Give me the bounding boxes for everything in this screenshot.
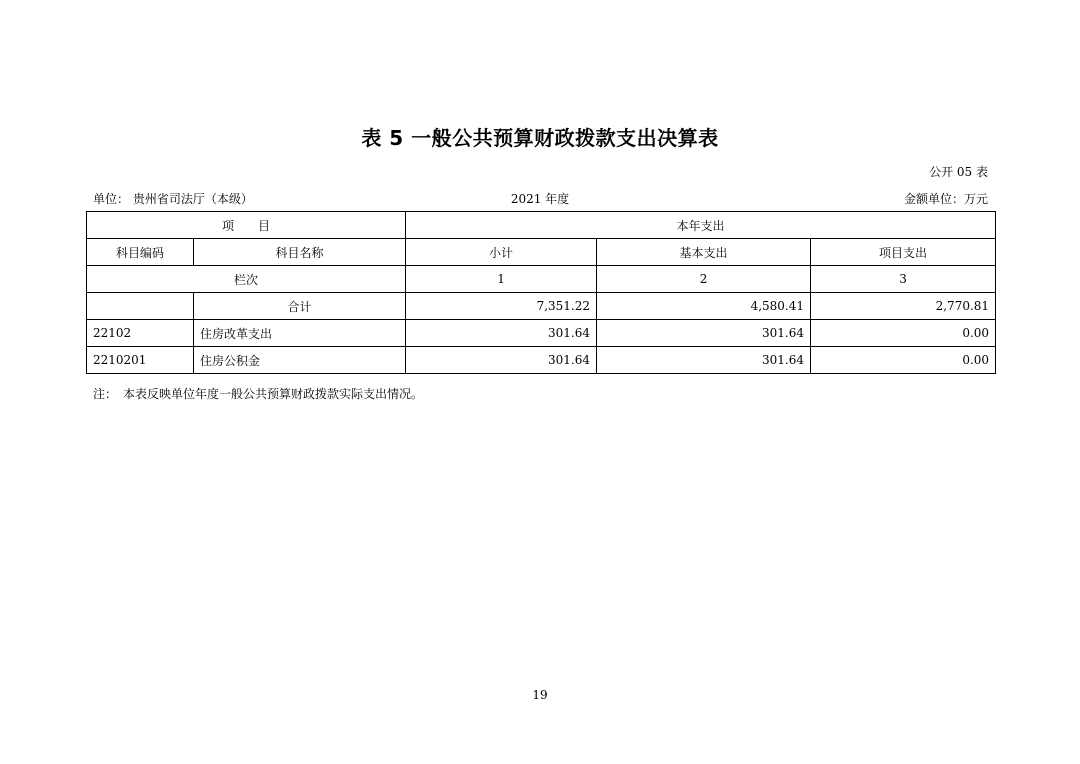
row-basic: 301.64 xyxy=(597,320,811,347)
header-row-2 xyxy=(87,239,996,266)
row-code: 22102 xyxy=(87,320,194,347)
table-row xyxy=(87,320,996,347)
expense-table xyxy=(86,211,996,374)
page-number: 19 xyxy=(532,688,548,702)
total-code-empty xyxy=(87,293,194,320)
header-column-index: 栏次 xyxy=(87,266,406,293)
total-row xyxy=(87,293,996,320)
header-project: 项 目 xyxy=(87,212,406,239)
row-basic: 301.64 xyxy=(597,347,811,374)
row-name: 住房公积金 xyxy=(194,347,406,374)
total-basic: 4,580.41 xyxy=(597,293,811,320)
row-name: 住房改革支出 xyxy=(194,320,406,347)
total-label: 合计 xyxy=(194,293,406,320)
table-note: 注： 本表反映单位年度一般公共预算财政拨款实际支出情况。 xyxy=(93,387,424,401)
header-subtotal: 小计 xyxy=(406,239,597,266)
header-col2: 2 xyxy=(597,266,811,293)
total-subtotal: 7,351.22 xyxy=(406,293,597,320)
row-subtotal: 301.64 xyxy=(406,347,597,374)
header-basic-expense: 基本支出 xyxy=(597,239,811,266)
header-subject-name: 科目名称 xyxy=(194,239,406,266)
total-project: 2,770.81 xyxy=(811,293,996,320)
header-col1: 1 xyxy=(406,266,597,293)
table-row xyxy=(87,347,996,374)
unit-label: 单位： 贵州省司法厅（本级） xyxy=(93,192,253,206)
header-col3: 3 xyxy=(811,266,996,293)
header-row-index xyxy=(87,266,996,293)
header-subject-code: 科目编码 xyxy=(87,239,194,266)
row-project: 0.00 xyxy=(811,347,996,374)
header-current-year-expense: 本年支出 xyxy=(406,212,996,239)
header-project-expense: 项目支出 xyxy=(811,239,996,266)
header-row-1 xyxy=(87,212,996,239)
page-title: 表 5 一般公共预算财政拨款支出决算表 xyxy=(361,126,719,150)
row-subtotal: 301.64 xyxy=(406,320,597,347)
money-unit-label: 金额单位：万元 xyxy=(903,192,988,206)
table-code: 公开 05 表 xyxy=(929,165,988,179)
row-code: 2210201 xyxy=(87,347,194,374)
row-project: 0.00 xyxy=(811,320,996,347)
year-label: 2021 年度 xyxy=(510,192,570,206)
